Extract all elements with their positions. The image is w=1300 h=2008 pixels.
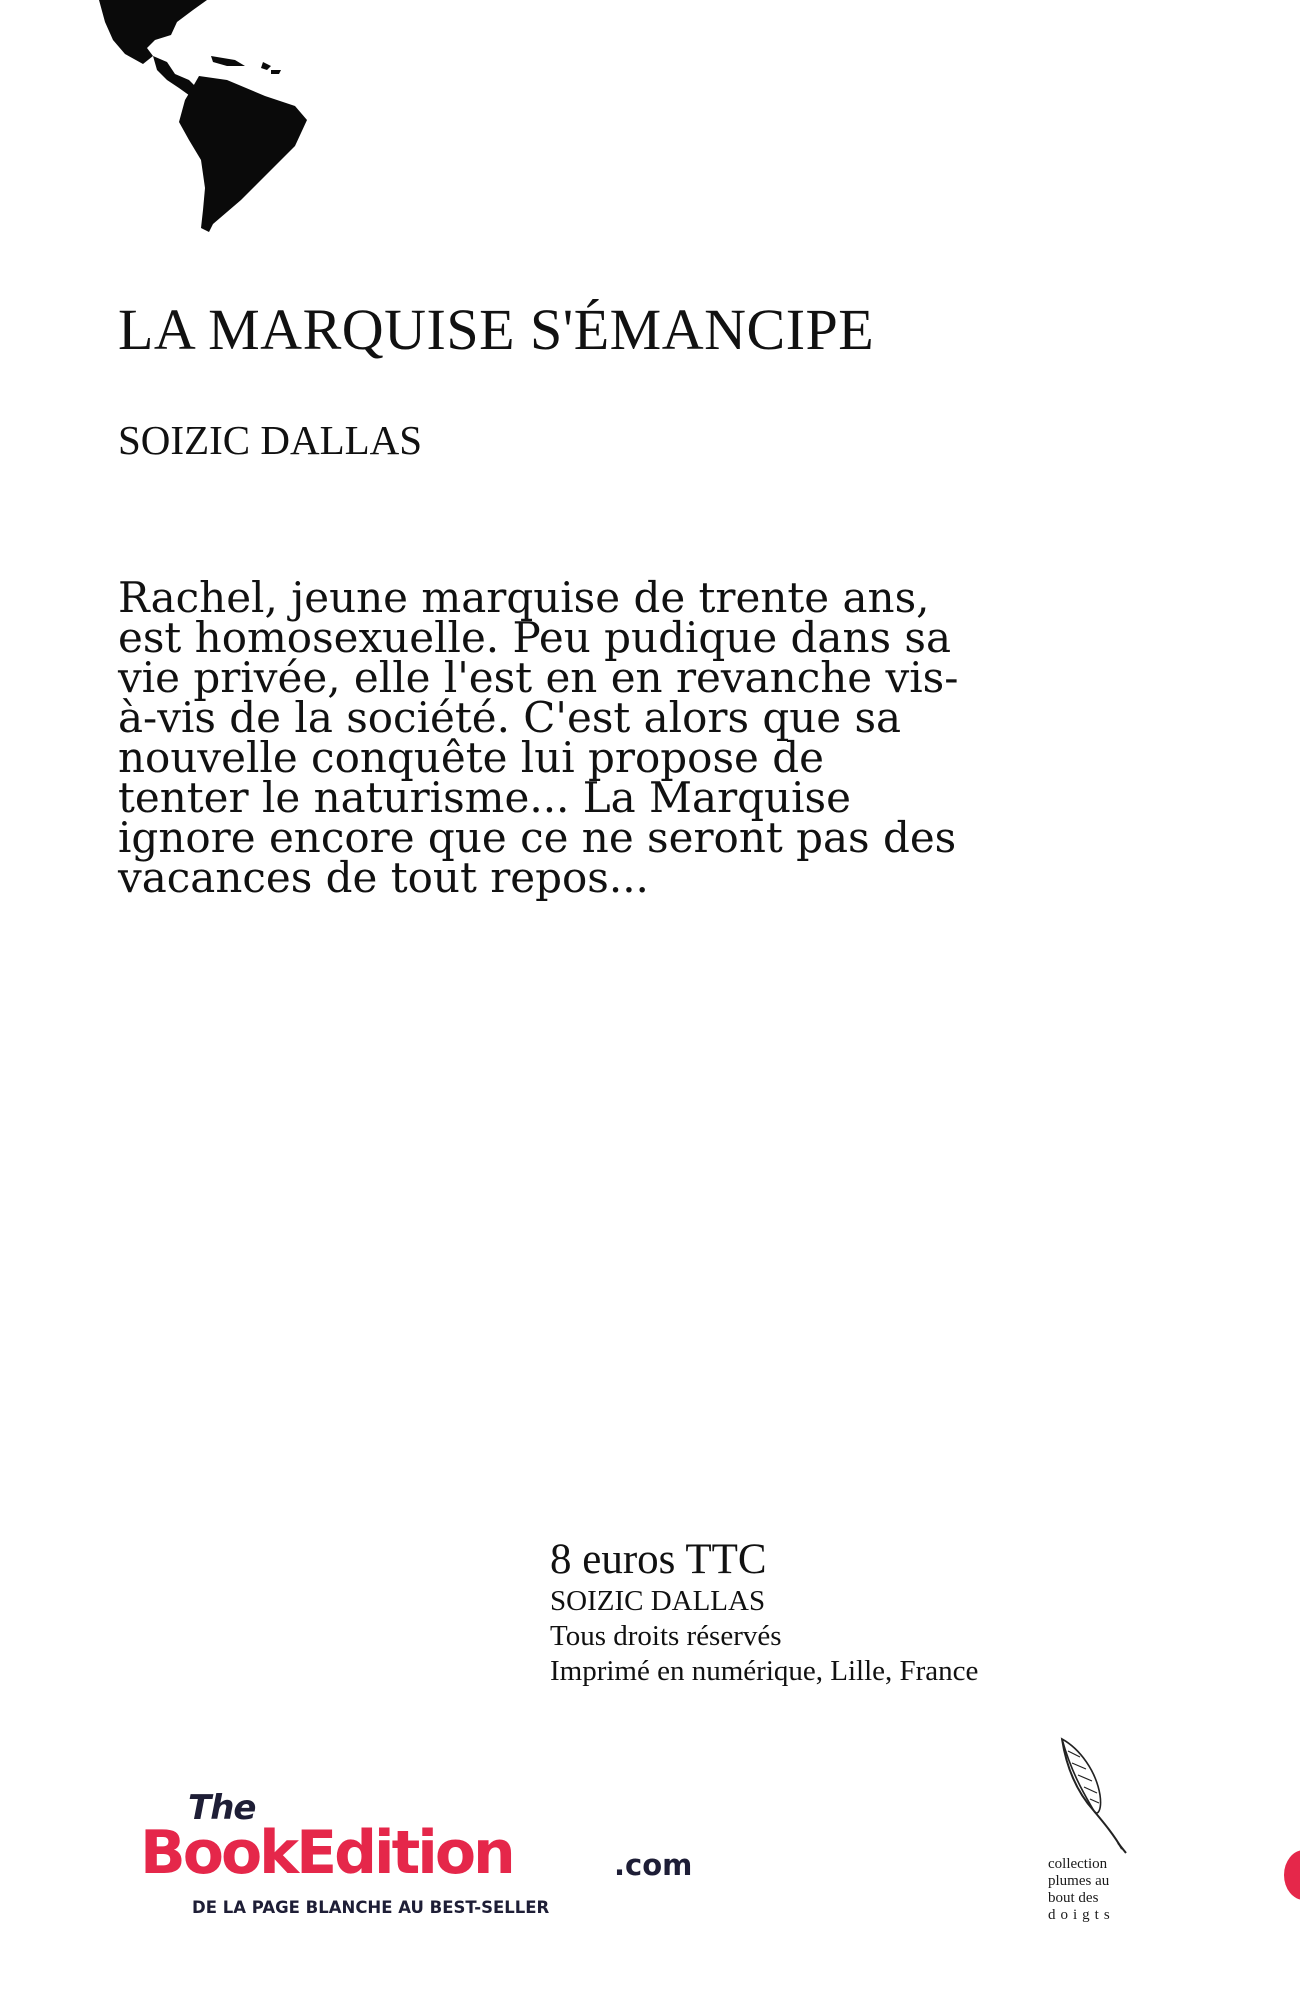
collection-line: plumes au	[1048, 1873, 1110, 1889]
bookedition-logo	[140, 1788, 720, 1917]
summary-line: tenter le naturisme... La Marquise	[118, 773, 851, 822]
logo-brand: BookEdition	[140, 1818, 513, 1888]
publication-author: SOIZIC DALLAS	[550, 1585, 766, 1617]
rights-notice: Tous droits réservés	[550, 1620, 782, 1652]
logo-the: The	[188, 1788, 256, 1828]
logo-tagline: DE LA PAGE BLANCHE AU BEST-SELLER	[192, 1898, 550, 1917]
collection-label	[1048, 1856, 1148, 1924]
publication-info	[550, 1536, 978, 1689]
summary-line: ignore encore que ce ne seront pas des	[118, 813, 957, 862]
price: 8 euros TTC	[550, 1536, 767, 1583]
collection-line: collection	[1048, 1856, 1108, 1872]
summary-line: à-vis de la société. C'est alors que sa	[118, 693, 902, 742]
print-notice: Imprimé en numérique, Lille, France	[550, 1655, 979, 1687]
red-edge-mark	[1284, 1850, 1300, 1900]
book-summary	[118, 573, 959, 902]
collection-line: bout des	[1048, 1890, 1099, 1906]
summary-line: nouvelle conquête lui propose de	[118, 733, 824, 782]
book-title: LA MARQUISE S'ÉMANCIPE	[118, 297, 875, 362]
summary-line: vie privée, elle l'est en en revanche vis-	[118, 653, 959, 702]
logo-dotcom: .com	[614, 1848, 693, 1882]
quill-feather-icon	[1050, 1735, 1130, 1855]
summary-line: Rachel, jeune marquise de trente ans,	[118, 573, 930, 622]
summary-line: est homosexuelle. Peu pudique dans sa	[118, 613, 952, 662]
collection-line: doigts	[1048, 1907, 1115, 1923]
summary-line: vacances de tout repos...	[118, 853, 649, 902]
americas-map-icon	[95, 0, 315, 235]
author-name: SOIZIC DALLAS	[118, 417, 423, 463]
